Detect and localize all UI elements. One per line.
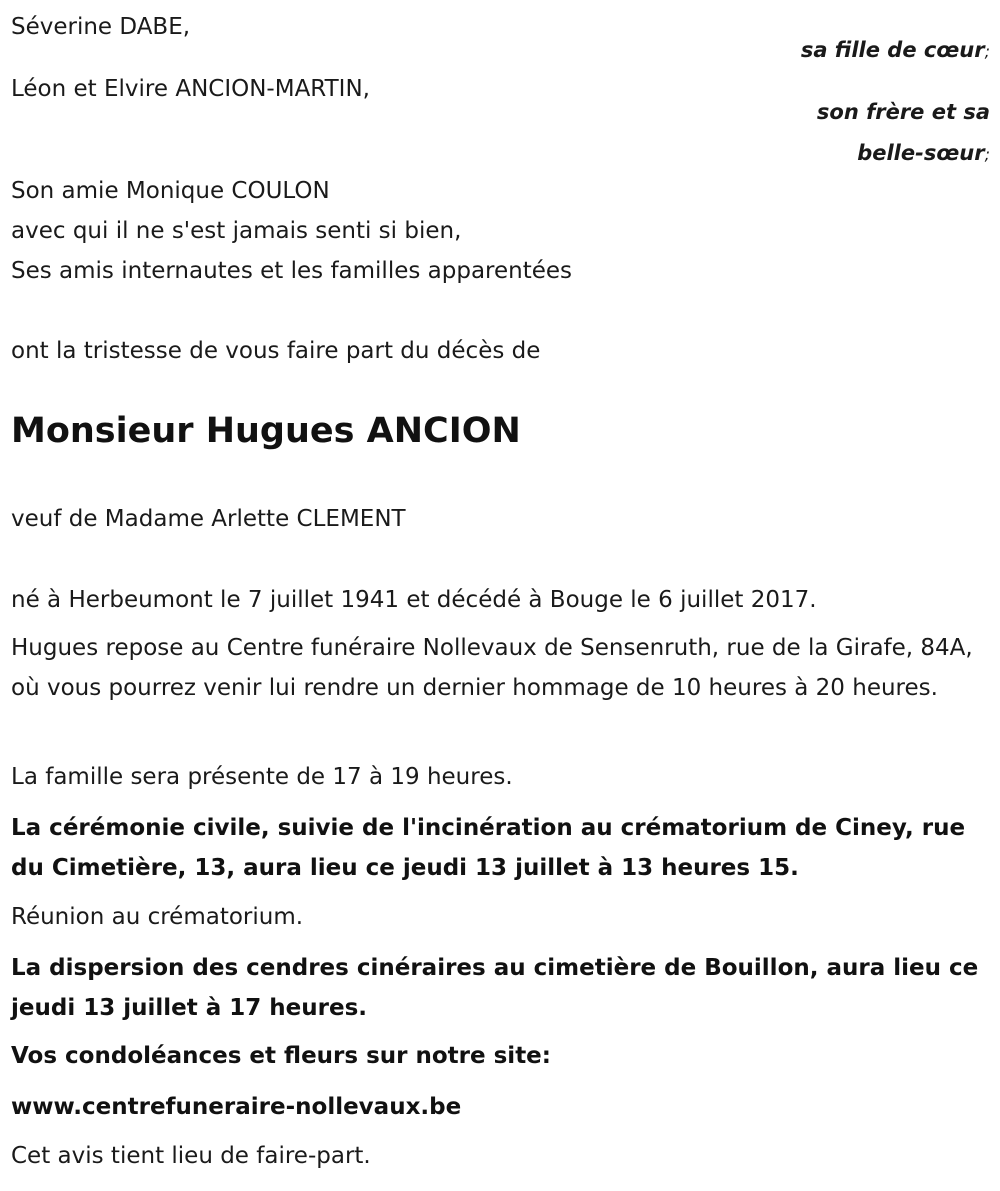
announcement-intro: ont la tristesse de vous faire part du décès de [11,338,541,364]
relation-label [857,133,990,175]
relation-label [801,30,990,72]
website-link[interactable]: www.centrefuneraire-nollevaux.be [11,1094,462,1120]
deceased-name: Monsieur Hugues ANCION [11,411,521,451]
companion-line: Son amie Monique COULON [11,178,330,204]
dispersion-paragraph: La dispersion des cendres cinéraires au cimetière de Bouillon, aura lieu ce jeudi 13 juillet à 17 heures. [11,955,979,1021]
repose-paragraph: Hugues repose au Centre funéraire Nollevaux de Sensenruth, rue de la Girafe, 84A, où vous pourrez venir lui rendre un dernier hommage de 10 heures à 20 heures. [11,635,973,701]
spouse-line: veuf de Madame Arlette CLEMENT [11,506,406,532]
family-member-line: Séverine DABE, [11,14,191,40]
condolences-line: Vos condoléances et fleurs sur notre site: [11,1043,551,1069]
companion-line: Ses amis internautes et les familles apparentées [11,258,573,284]
closing-line: Cet avis tient lieu de faire-part. [11,1143,371,1169]
family-presence: La famille sera présente de 17 à 19 heures. [11,764,513,790]
ceremony-paragraph: La cérémonie civile, suivie de l'incinération au crématorium de Ciney, rue du Cimetière, 13, aura lieu ce jeudi 13 juillet à 13 heures 15. [11,815,966,881]
family-member-line: Léon et Elvire ANCION-MARTIN, [11,76,370,102]
relation-separator: ; [984,42,990,61]
relation-label: son frère et sa [816,100,990,124]
reunion-line: Réunion au crématorium. [11,904,304,930]
birth-death-dates: né à Herbeumont le 7 juillet 1941 et décédé à Bouge le 6 juillet 2017. [11,587,817,613]
relation-text: belle-sœur [857,141,985,165]
relation-text: sa fille de cœur [800,38,985,62]
companion-line: avec qui il ne s'est jamais senti si bien, [11,218,462,244]
relation-separator: ; [984,145,990,164]
